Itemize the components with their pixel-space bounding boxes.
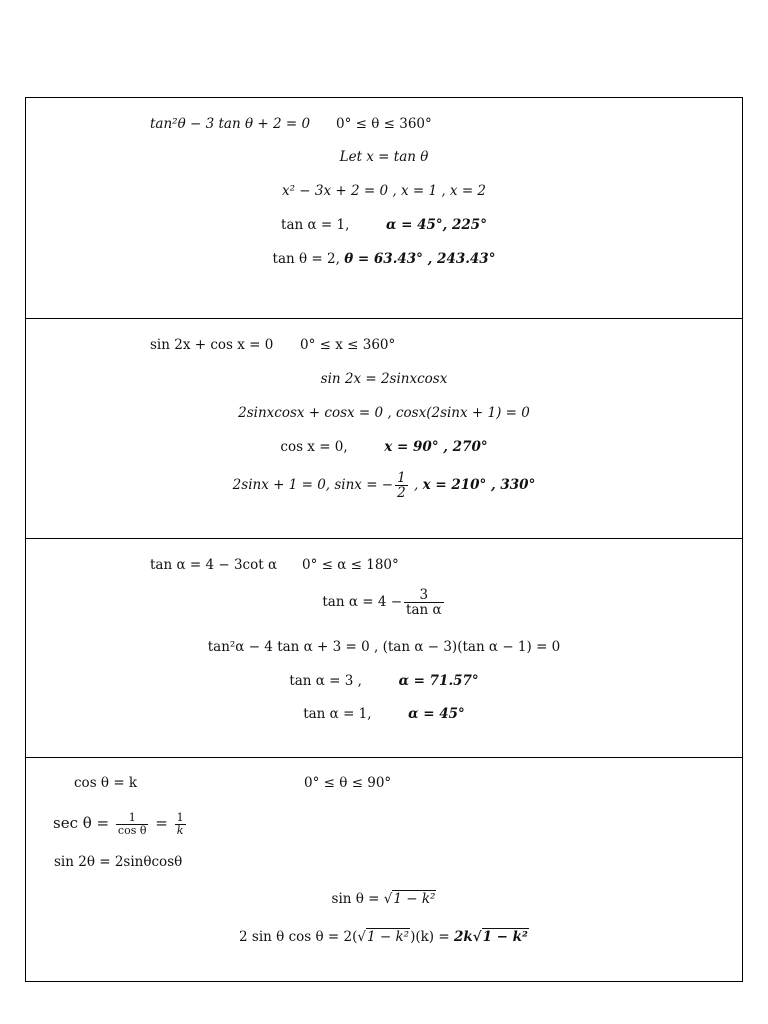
result-2-answer: θ = 63.43° , 243.43°: [344, 251, 496, 267]
problem-1-result-1: [26, 216, 742, 234]
problem-2-result-1: [26, 438, 742, 456]
problem-1-substitution: Let x = tan θ: [339, 149, 429, 165]
problem-3-equation: tan α = 4 − 3cot α: [150, 557, 278, 573]
problem-1-quadratic: x² − 3x + 2 = 0 , x = 1 , x = 2: [281, 183, 487, 199]
problem-4-double-angle: sin 2θ = 2sinθcosθ: [54, 854, 183, 870]
problem-3-substitution: tan α = 4 − $\frac{3}{\text{tan α}}$: [322, 587, 442, 618]
problem-2-range: 0° ≤ x ≤ 360°: [300, 337, 396, 353]
problem-3: [26, 538, 742, 757]
result-2-answer: α = 45°: [408, 706, 465, 722]
problem-1-range: 0° ≤ θ ≤ 360°: [336, 116, 432, 132]
problem-2: [26, 318, 742, 539]
fraction-1-over-cos: $\frac{1}{\text{cos θ}}$: [117, 810, 147, 837]
problem-3-result-1: tan α = 3 , α = 71.57°: [289, 673, 479, 689]
fraction-3-over-tan: $\frac{3}{\text{tan α}}$: [406, 587, 442, 618]
result-1-answer: x = 90° , 270°: [384, 439, 488, 455]
problem-4-final: 2 sin θ cos θ = 2(√1 − k²)(k) = 2k√1 − k²: [239, 929, 528, 945]
problem-1: [26, 98, 742, 319]
result-1-answer: α = 45°, 225°: [385, 217, 487, 233]
result-1-prefix: tan α = 1,: [281, 217, 350, 233]
problem-3-quadratic: tan²α − 4 tan α + 3 = 0 , (tan α − 3)(tan α − 1) = 0: [207, 639, 561, 655]
problem-2-factored: 2sinxcosx + cosx = 0 , cosx(2sinx + 1) = 0: [238, 405, 530, 421]
problem-4-sine: sin θ = √1 − k²: [331, 891, 436, 907]
problem-2-equation: sin 2x + cos x = 0: [150, 337, 274, 353]
result-2-prefix: tan θ = 2,: [272, 251, 345, 267]
result-2-prefix: 2sinx + 1 = 0, sinx = −: [232, 477, 394, 493]
sqrt-sign: √1 − k²: [357, 929, 410, 945]
problem-2-result-2: 2sinx + 1 = 0, sinx = − $\frac{1}{2}$ , x = 210° , 330°: [232, 470, 536, 501]
sqrt-sign: √1 − k²: [472, 929, 528, 945]
problem-1-equation: tan²θ − 3 tan θ + 2 = 0: [150, 116, 311, 132]
problem-3-result-2: tan α = 1, α = 45°: [303, 706, 465, 722]
problem-3-range: 0° ≤ α ≤ 180°: [302, 557, 399, 573]
problem-2-identity: sin 2x = 2sinxcosx: [320, 371, 448, 387]
sqrt-sign: √1 − k²: [383, 891, 436, 907]
result-2-answer: x = 210° , 330°: [422, 477, 536, 493]
final-answer: 2k√1 − k²: [453, 929, 528, 945]
fraction-one-half: $\frac{1}{2}$: [397, 470, 406, 501]
problem-4: [26, 757, 742, 981]
problem-1-result-2: [26, 250, 742, 268]
result-1-answer: α = 71.57°: [398, 673, 479, 689]
result-1-prefix: cos x = 0,: [280, 439, 348, 455]
worksheet-frame: [25, 97, 743, 982]
fraction-1-over-k: $\frac{1}{k}$: [176, 810, 184, 837]
problem-4-given: cos θ = k: [74, 775, 138, 791]
problem-4-range: 0° ≤ θ ≤ 90°: [304, 775, 392, 791]
problem-4-secant: sec θ = $\frac{1}{\text{cos θ}}$ = $\frac{1}{k}$: [53, 810, 184, 837]
